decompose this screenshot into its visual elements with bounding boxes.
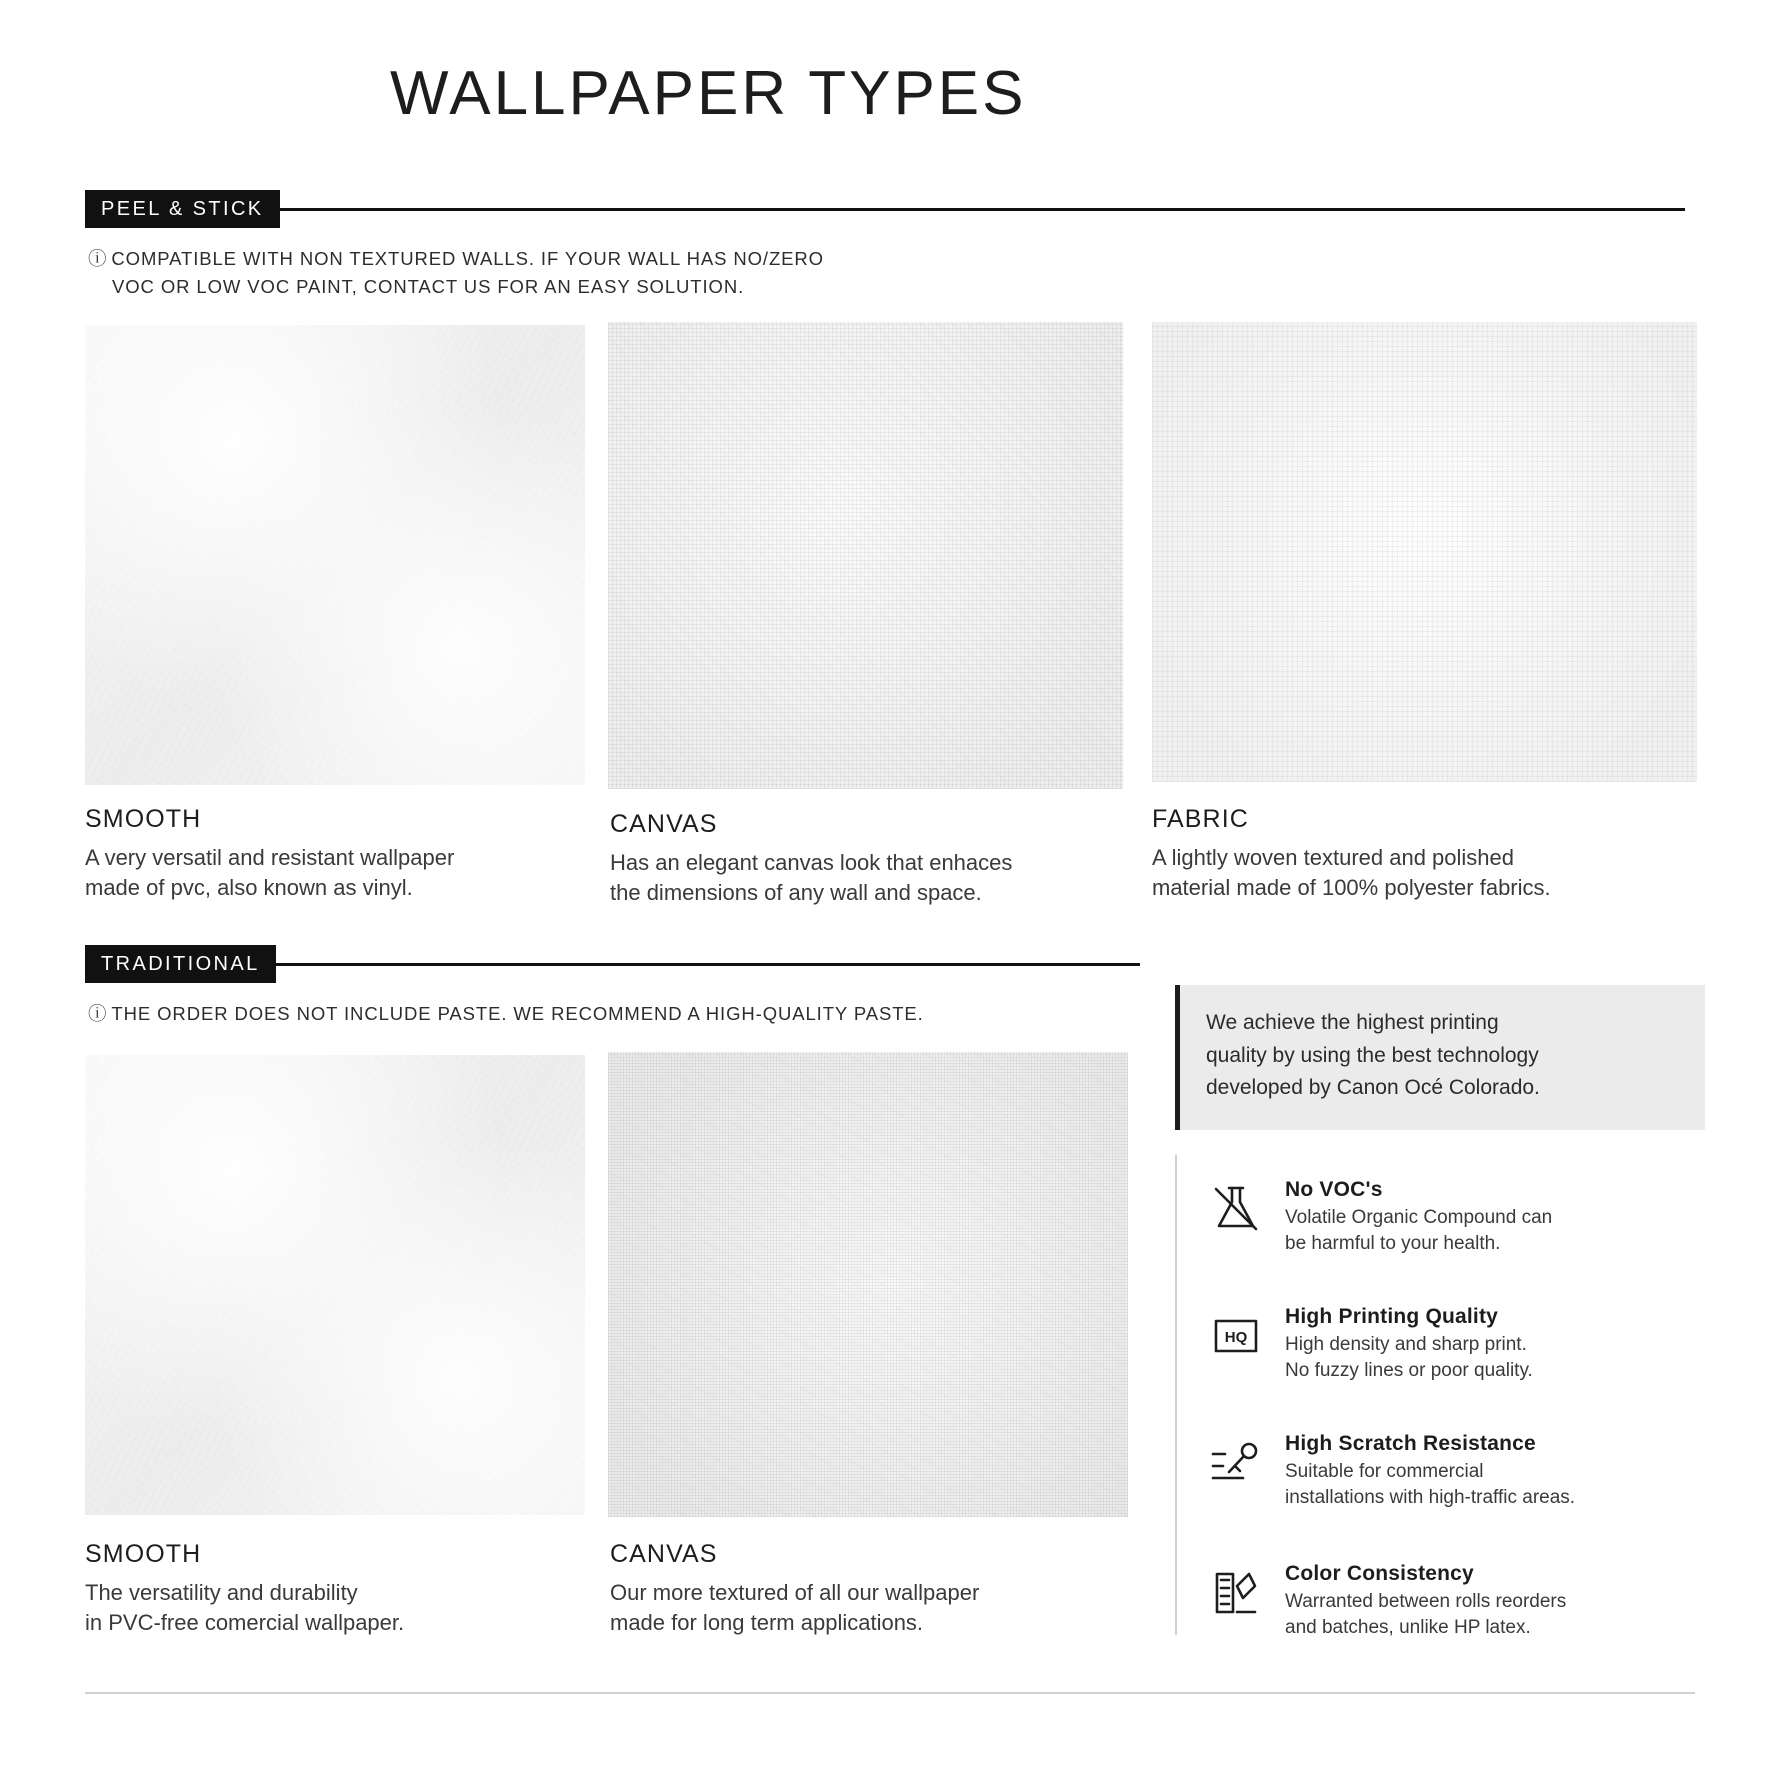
scratch-resistance-icon [1205,1432,1267,1494]
card-desc-line-2: made of pvc, also known as vinyl. [85,875,413,901]
feature-list-divider [1175,1155,1177,1635]
card-desc-peel-fabric [1152,843,1697,904]
feature-title: High Scratch Resistance [1285,1432,1536,1455]
feature-desc [1285,1205,1552,1256]
swatch-peel-smooth [85,325,585,785]
card-title-peel-fabric: FABRIC [1152,805,1249,833]
card-desc-peel-smooth [85,843,585,904]
feature-color-consistency [1205,1562,1715,1640]
section-note-peel-stick [88,245,824,301]
info-icon: ⓘ [88,1003,108,1024]
card-desc-line-2: material made of 100% polyester fabrics. [1152,875,1551,901]
card-title-trad-smooth: SMOOTH [85,1540,202,1568]
no-voc-flask-icon [1205,1178,1267,1240]
feature-desc-line-1: High density and sharp print. [1285,1334,1527,1355]
card-desc-trad-smooth [85,1578,585,1639]
color-swatch-icon [1205,1562,1267,1624]
card-desc-line-2: in PVC-free comercial wallpaper. [85,1610,405,1636]
quote-line-1: We achieve the highest printing [1206,1011,1499,1034]
feature-title: Color Consistency [1285,1562,1474,1585]
svg-text:HQ: HQ [1224,1329,1248,1346]
info-icon: ⓘ [88,248,108,269]
section-rule [276,963,1140,966]
card-title-peel-smooth: SMOOTH [85,805,202,833]
section-tag-peel-stick: PEEL & STICK [85,190,280,228]
card-desc-peel-canvas [610,848,1120,909]
feature-desc [1285,1459,1575,1510]
note-line-2: VOC OR LOW VOC PAINT, CONTACT US FOR AN EASY SOLUTION. [112,275,745,297]
feature-desc-line-2: be harmful to your health. [1285,1232,1501,1254]
card-desc-line-2: the dimensions of any wall and space. [610,880,982,906]
quality-quote-text [1206,1007,1679,1105]
feature-desc-line-2: installations with high-traffic areas. [1285,1486,1576,1508]
section-note-traditional [88,1000,924,1028]
feature-high-printing-quality [1205,1305,1715,1383]
note-line-1: COMPATIBLE WITH NON TEXTURED WALLS. IF YOUR WALL HAS NO/ZERO [111,248,824,269]
swatch-peel-canvas [608,322,1123,789]
note-line-1: THE ORDER DOES NOT INCLUDE PASTE. WE RECOMMEND A HIGH-QUALITY PASTE. [111,1003,924,1024]
feature-desc-line-1: Volatile Organic Compound can [1285,1207,1553,1228]
card-desc-line-1: A very versatil and resistant wallpaper [85,845,455,870]
card-desc-line-1: The versatility and durability [85,1580,358,1605]
feature-desc-line-2: and batches, unlike HP latex. [1285,1616,1531,1638]
feature-title: No VOC's [1285,1178,1383,1201]
card-title-trad-canvas: CANVAS [610,1540,718,1568]
swatch-peel-fabric [1152,322,1697,782]
section-tag-traditional: TRADITIONAL [85,945,276,983]
card-desc-trad-canvas [610,1578,1130,1639]
feature-desc-line-2: No fuzzy lines or poor quality. [1285,1359,1533,1381]
feature-desc-line-1: Suitable for commercial [1285,1461,1484,1482]
card-desc-line-2: made for long term applications. [610,1610,924,1636]
quote-line-3: developed by Canon Océ Colorado. [1206,1076,1540,1100]
card-desc-line-1: Has an elegant canvas look that enhaces [610,850,1013,875]
swatch-trad-canvas [608,1052,1128,1517]
feature-title: High Printing Quality [1285,1305,1499,1328]
feature-no-voc [1205,1178,1715,1256]
card-desc-line-1: Our more textured of all our wallpaper [610,1580,980,1605]
section-header-traditional [85,945,1140,983]
quality-quote-box [1175,985,1705,1130]
section-rule [280,208,1685,211]
section-header-peel-stick [85,190,1685,228]
hq-badge-icon [1205,1305,1267,1367]
feature-desc-line-1: Warranted between rolls reorders [1285,1591,1567,1612]
swatch-trad-smooth [85,1055,585,1515]
feature-desc [1285,1589,1566,1640]
card-title-peel-canvas: CANVAS [610,810,718,838]
feature-desc [1285,1332,1533,1383]
feature-high-scratch-resistance [1205,1432,1715,1510]
quote-line-2: quality by using the best technology [1206,1043,1539,1067]
card-desc-line-1: A lightly woven textured and polished [1152,845,1515,870]
page-title: WALLPAPER TYPES [390,59,1027,128]
bottom-divider [85,1692,1695,1694]
